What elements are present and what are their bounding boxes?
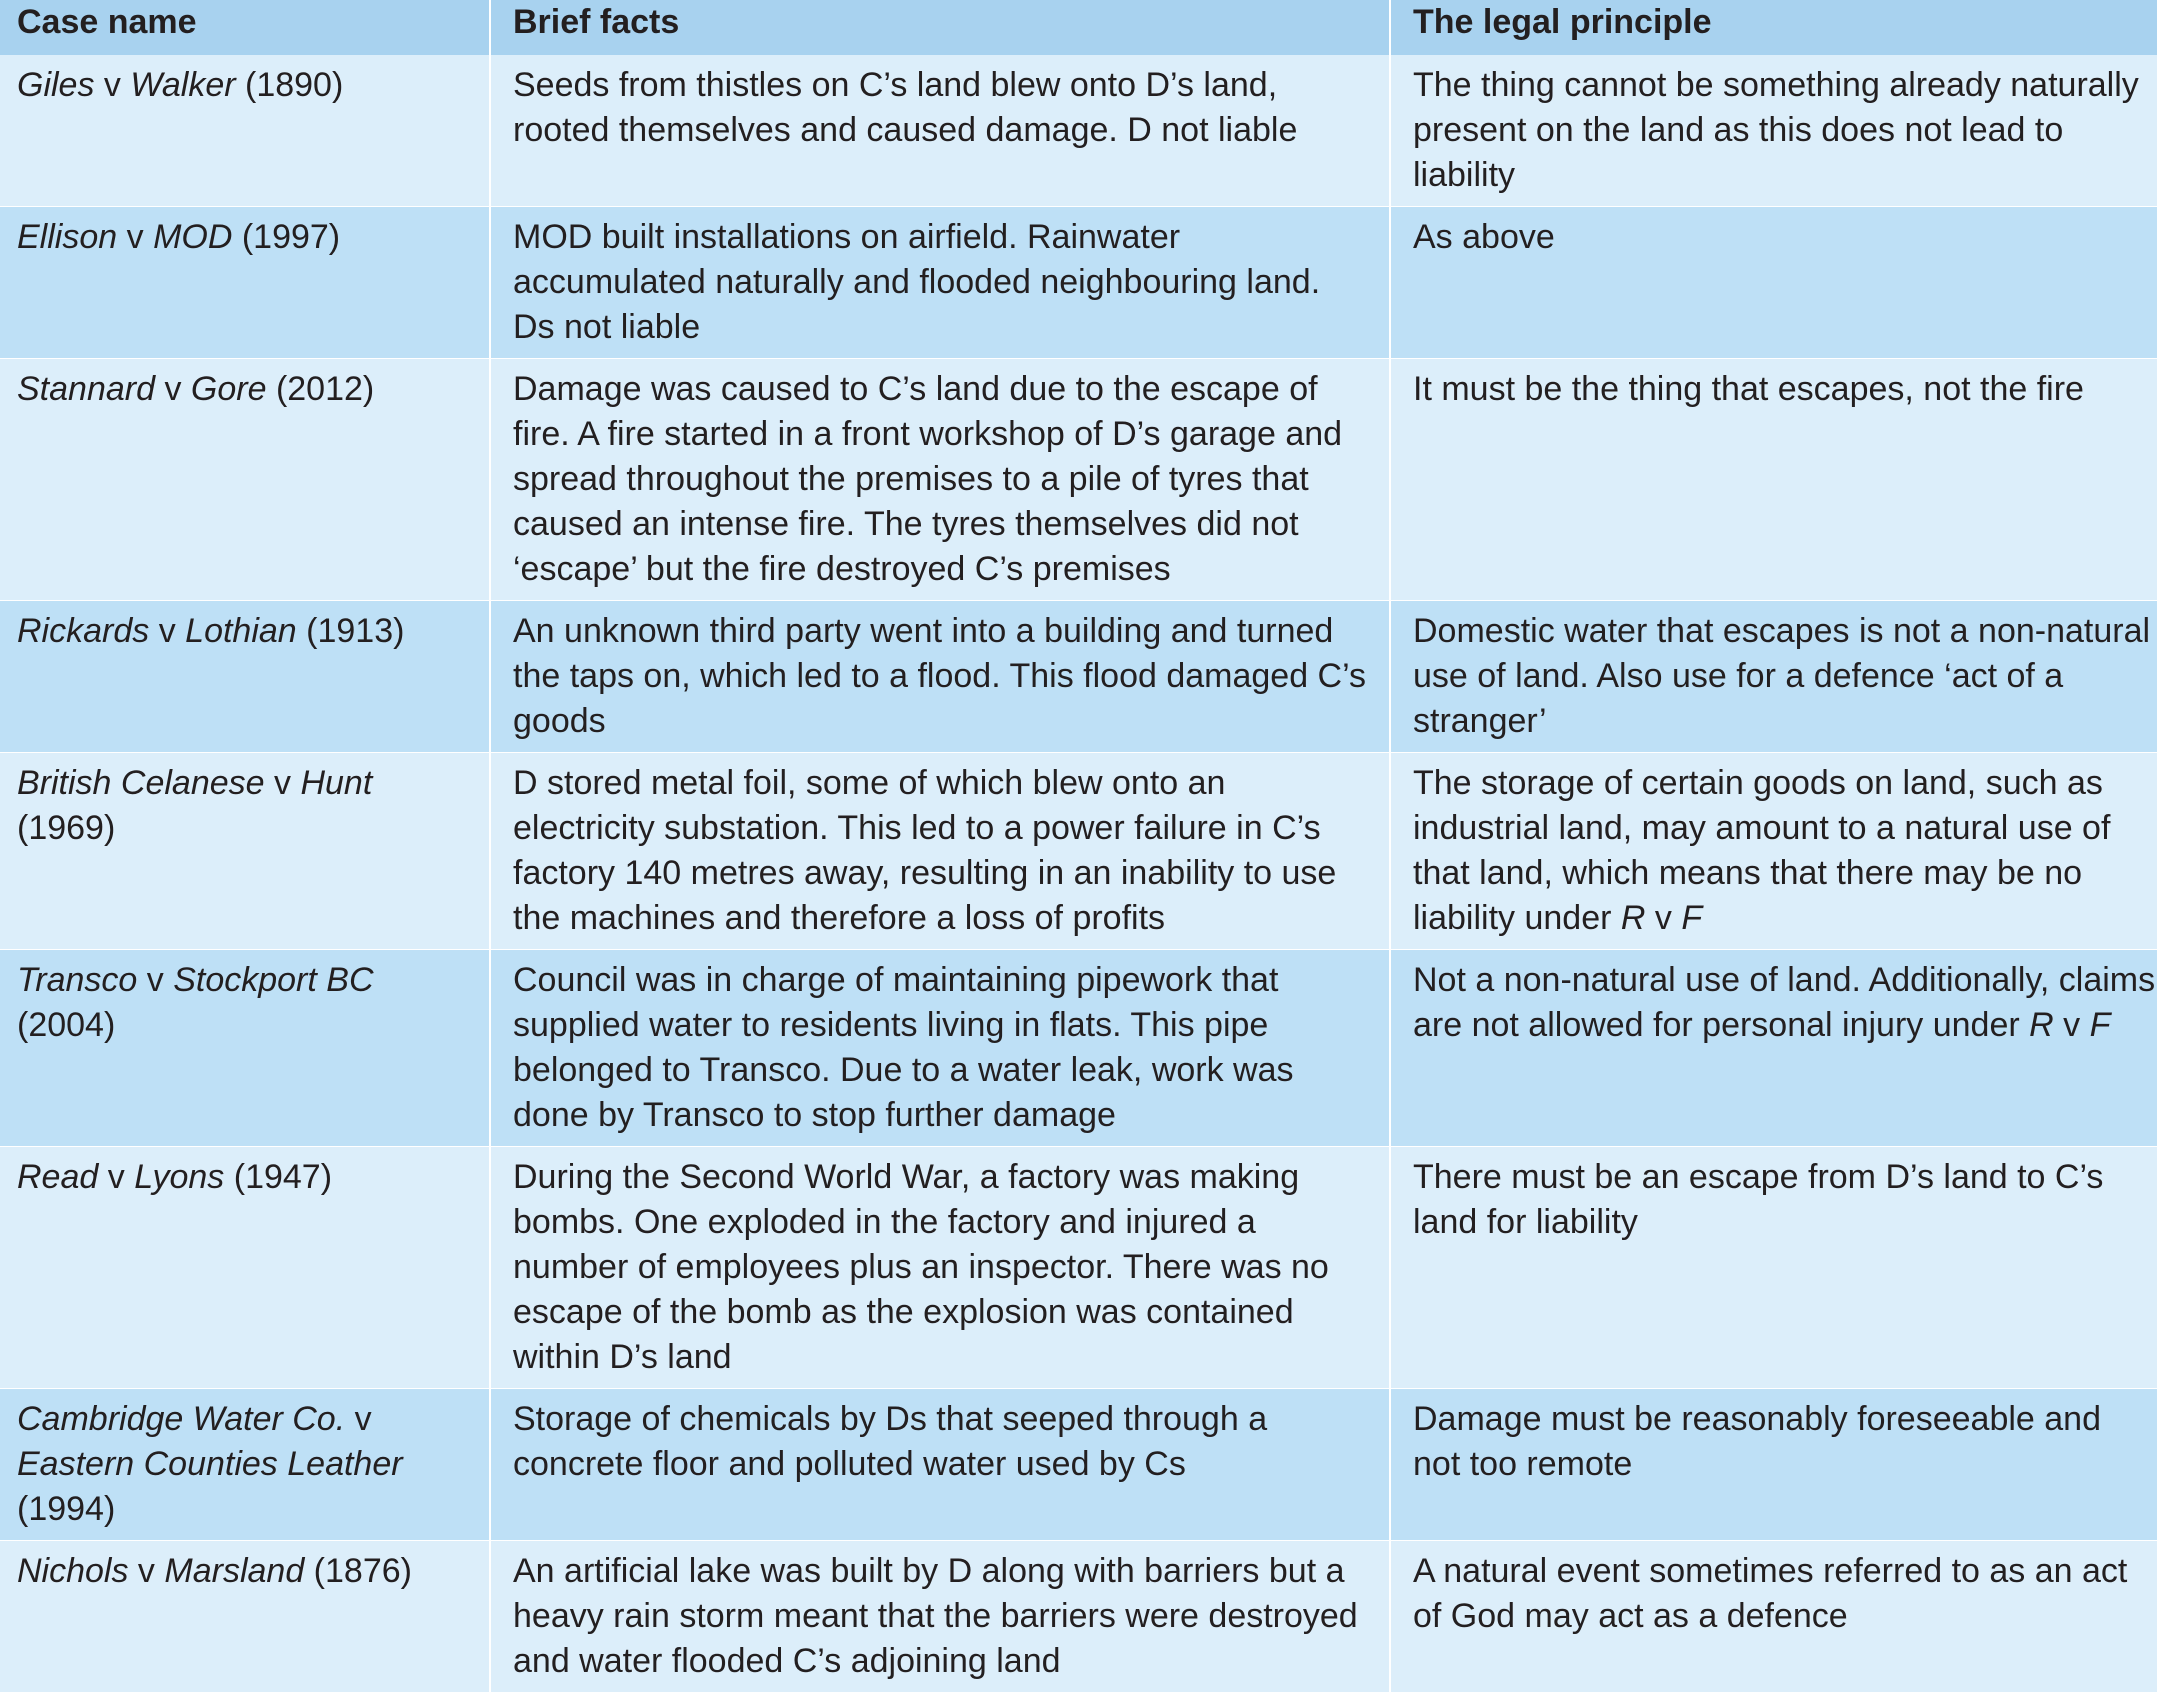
legal-principle-cell: Domestic water that escapes is not a non-natural use of land. Also use for a defence ‘act of a stranger’ <box>1390 601 2158 753</box>
table-body <box>0 55 2158 1693</box>
brief-facts-cell: Storage of chemicals by Ds that seeped through a concrete floor and polluted water used by Cs <box>490 1389 1390 1541</box>
case-year: (1969) <box>17 809 116 847</box>
table-row <box>0 207 2158 359</box>
case-name-cell <box>0 1541 490 1693</box>
versus: v <box>149 612 186 650</box>
legal-principle-cell: It must be the thing that escapes, not the fire <box>1390 359 2158 601</box>
table-row <box>0 753 2158 950</box>
party-one: Rickards <box>17 612 150 650</box>
party-two: Stockport BC <box>173 961 374 999</box>
case-name-cell <box>0 359 490 601</box>
party-two: Lothian <box>185 612 297 650</box>
legal-principle-cell: As above <box>1390 207 2158 359</box>
case-year: (2004) <box>17 1006 116 1044</box>
legal-principle-cell: Damage must be reasonably foreseeable and not too remote <box>1390 1389 2158 1541</box>
header-legal-principle: The legal principle <box>1390 0 2158 55</box>
case-year: (2012) <box>266 370 375 408</box>
case-year: (1947) <box>224 1158 333 1196</box>
party-two: Lyons <box>134 1158 225 1196</box>
versus: v <box>137 961 174 999</box>
principle-text: Not a non-natural use of land. Additionally, claims are not allowed for personal injury under <box>1413 961 2156 1044</box>
case-name-cell <box>0 753 490 950</box>
party-one: Nichols <box>17 1552 129 1590</box>
case-name-cell <box>0 55 490 207</box>
brief-facts-cell: Seeds from thistles on C’s land blew onto D’s land, rooted themselves and caused damage. D not liable <box>490 55 1390 207</box>
legal-principle-cell <box>1390 950 2158 1147</box>
party-one: Read <box>17 1158 99 1196</box>
case-name-cell <box>0 1147 490 1389</box>
case-year: (1994) <box>17 1490 116 1528</box>
table-row <box>0 1147 2158 1389</box>
versus: v <box>345 1400 372 1438</box>
principle-text: The storage of certain goods on land, such as industrial land, may amount to a natural use of that land, which means that there may be no liability under <box>1413 764 2111 937</box>
party-one: British Celanese <box>17 764 265 802</box>
party-two: Walker <box>130 66 236 104</box>
versus: v <box>94 66 131 104</box>
brief-facts-cell: An artificial lake was built by D along with barriers but a heavy rain storm meant that the barriers were destroyed and water flooded C’s adjoining land <box>490 1541 1390 1693</box>
legal-principle-cell: A natural event sometimes referred to as an act of God may act as a defence <box>1390 1541 2158 1693</box>
brief-facts-cell: Council was in charge of maintaining pipework that supplied water to residents living in flats. This pipe belonged to Transco. Due to a water leak, work was done by Transco to stop further damage <box>490 950 1390 1147</box>
case-abbrev-f: F <box>1681 899 1703 937</box>
table-row <box>0 55 2158 207</box>
table-header <box>0 0 2158 55</box>
party-two: Hunt <box>300 764 373 802</box>
case-abbrev-r: R <box>2029 1006 2054 1044</box>
table-row <box>0 950 2158 1147</box>
header-case-name: Case name <box>0 0 490 55</box>
table-row <box>0 1541 2158 1693</box>
case-abbrev-r: R <box>1620 899 1646 937</box>
header-row <box>0 0 2158 55</box>
party-two: Marsland <box>164 1552 305 1590</box>
versus: v <box>264 764 301 802</box>
legal-principle-cell: The thing cannot be something already naturally present on the land as this does not lead to liability <box>1390 55 2158 207</box>
case-year: (1890) <box>235 66 344 104</box>
table-row <box>0 1389 2158 1541</box>
versus: v <box>117 218 154 256</box>
brief-facts-cell: Damage was caused to C’s land due to the escape of fire. A fire started in a front workshop of D’s garage and spread throughout the premises to a pile of tyres that caused an intense fire. The tyres themselves did not ‘escape’ but the fire destroyed C’s premises <box>490 359 1390 601</box>
legal-principle-cell: There must be an escape from D’s land to C’s land for liability <box>1390 1147 2158 1389</box>
versus: v <box>1645 899 1682 937</box>
party-two: Gore <box>190 370 267 408</box>
case-year: (1997) <box>232 218 341 256</box>
versus: v <box>98 1158 135 1196</box>
party-one: Giles <box>17 66 95 104</box>
case-year: (1876) <box>304 1552 412 1590</box>
party-one: Transco <box>17 961 138 999</box>
versus: v <box>155 370 191 408</box>
versus: v <box>2053 1006 2090 1044</box>
case-name-cell <box>0 1389 490 1541</box>
brief-facts-cell: D stored metal foil, some of which blew onto an electricity substation. This led to a power failure in C’s factory 140 metres away, resulting in an inability to use the machines and therefore a loss of profits <box>490 753 1390 950</box>
legal-principle-cell <box>1390 753 2158 950</box>
versus: v <box>128 1552 165 1590</box>
table-row <box>0 601 2158 753</box>
brief-facts-cell: During the Second World War, a factory was making bombs. One exploded in the factory and injured a number of employees plus an inspector. There was no escape of the bomb as the explosion was contained within D’s land <box>490 1147 1390 1389</box>
party-one: Ellison <box>17 218 118 256</box>
party-one: Stannard <box>17 370 155 408</box>
case-name-cell <box>0 950 490 1147</box>
brief-facts-cell: An unknown third party went into a building and turned the taps on, which led to a flood. This flood damaged C’s goods <box>490 601 1390 753</box>
party-two: Eastern Counties Leather <box>17 1445 403 1483</box>
case-year: (1913) <box>296 612 405 650</box>
header-brief-facts: Brief facts <box>490 0 1390 55</box>
case-name-cell <box>0 601 490 753</box>
brief-facts-cell: MOD built installations on airfield. Rainwater accumulated naturally and flooded neighbouring land. Ds not liable <box>490 207 1390 359</box>
table-row <box>0 359 2158 601</box>
case-abbrev-f: F <box>2089 1006 2111 1044</box>
party-two: MOD <box>153 218 233 256</box>
case-name-cell <box>0 207 490 359</box>
party-one: Cambridge Water Co. <box>17 1400 346 1438</box>
